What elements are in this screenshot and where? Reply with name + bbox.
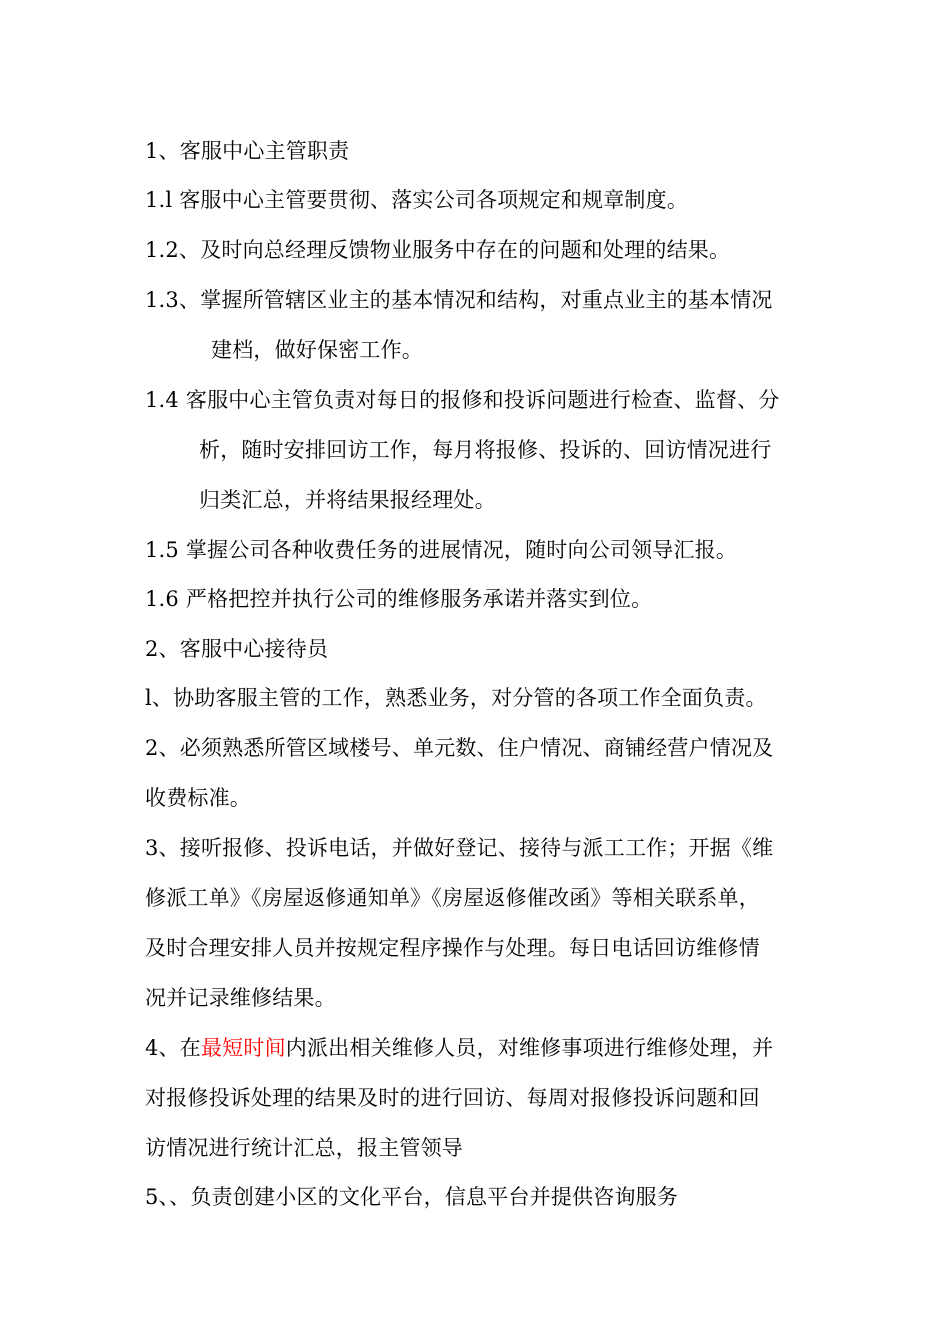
item-2-4-line-3: 访情况进行统计汇总，报主管领导 [145, 1136, 463, 1160]
item-1-3-line-2: 建档，做好保密工作。 [211, 338, 423, 362]
item-2-2-line-2: 收费标准。 [145, 786, 251, 810]
item-1-1: 1.l 客服中心主管要贯彻、落实公司各项规定和规章制度。 [145, 188, 689, 212]
item-2-3-line-4: 况并记录维修结果。 [145, 986, 336, 1010]
item-2-3-line-3: 及时合理安排人员并按规定程序操作与处理。每日电话回访维修情 [145, 936, 760, 960]
item-1-5: 1.5 掌握公司各种收费任务的进展情况，随时向公司领导汇报。 [145, 538, 738, 562]
item-2-2-line-1: 2、必须熟悉所管区域楼号、单元数、住户情况、商铺经营户情况及 [145, 736, 774, 760]
item-1-6: 1.6 严格把控并执行公司的维修服务承诺并落实到位。 [145, 587, 653, 611]
item-2-4-prefix: 4、在 [145, 1036, 201, 1060]
item-1-2: 1.2、及时向总经理反馈物业服务中存在的问题和处理的结果。 [145, 238, 731, 262]
highlight-text: 最短时间 [200, 1036, 286, 1060]
item-1-4-line-2: 析，随时安排回访工作，每月将报修、投诉的、回访情况进行 [199, 438, 772, 462]
item-1-4-line-3: 归类汇总，并将结果报经理处。 [199, 488, 496, 512]
section-2-heading: 2、客服中心接待员 [145, 637, 329, 661]
item-2-5: 5、、负责创建小区的文化平台，信息平台并提供咨询服务 [145, 1185, 679, 1209]
item-1-3-line-1: 1.3、掌握所管辖区业主的基本情况和结构，对重点业主的基本情况 [145, 288, 773, 312]
item-2-4-suffix: 内派出相关维修人员，对维修事项进行维修处理，并 [285, 1036, 774, 1060]
item-2-4-line-2: 对报修投诉处理的结果及时的进行回访、每周对报修投诉问题和回 [145, 1086, 760, 1110]
item-2-3-line-2: 修派工单》《房屋返修通知单》《房屋返修催改函》等相关联系单， [145, 886, 760, 910]
item-2-1: l、协助客服主管的工作，熟悉业务，对分管的各项工作全面负责。 [145, 686, 767, 710]
item-1-4-line-1: 1.4 客服中心主管负责对每日的报修和投诉问题进行检查、监督、分 [145, 388, 780, 412]
item-2-3-line-1: 3、接听报修、投诉电话，并做好登记、接待与派工工作；开据《维 [145, 836, 774, 860]
section-1-heading: 1、客服中心主管职责 [145, 139, 350, 163]
item-2-4-line-1 [145, 1034, 773, 1062]
